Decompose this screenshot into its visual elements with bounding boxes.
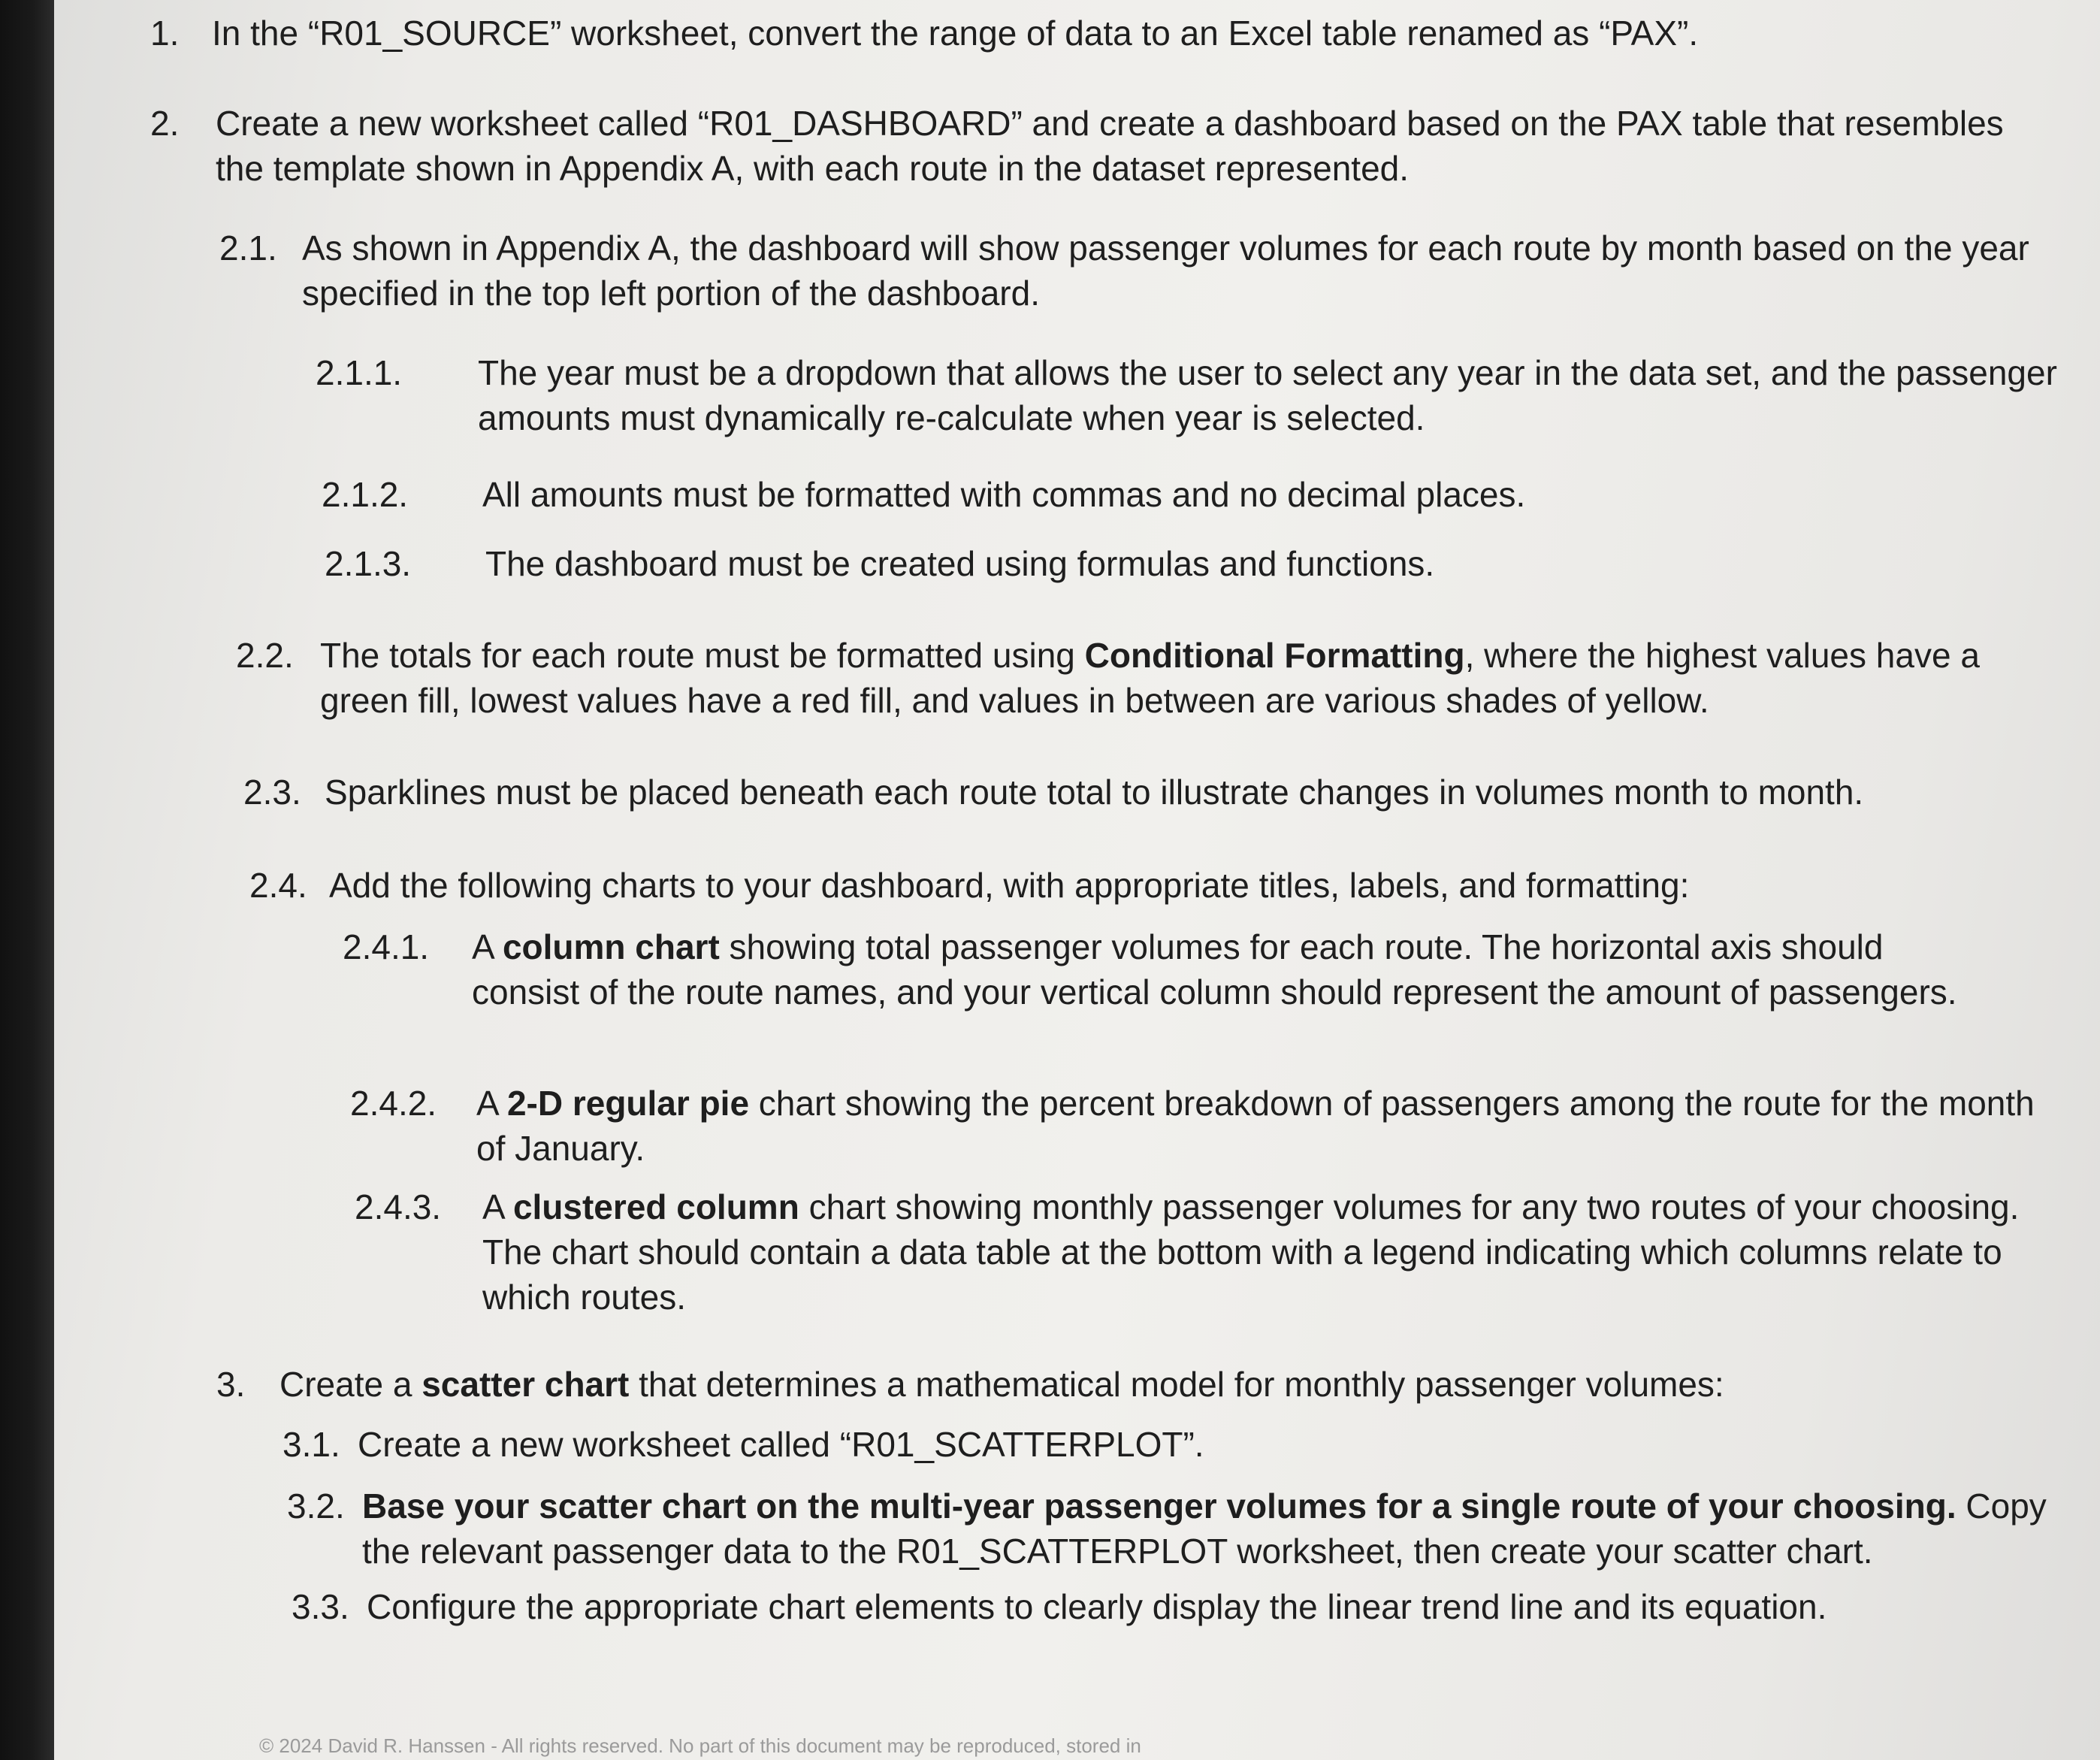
item-number: 3. [216, 1365, 246, 1404]
item-text: All amounts must be formatted with commas and no decimal places. [482, 475, 1526, 514]
item-number: 1. [150, 14, 180, 53]
copyright-footer: © 2024 David R. Hanssen - All rights reserved. No part of this document may be reproduced, stored in [259, 1734, 1141, 1757]
item-text: Create a new worksheet called “R01_DASHBOARD” and create a dashboard based on the PAX table that resembles the template shown in Appendix A, with each route in the dataset represented. [216, 104, 2004, 188]
item-text: As shown in Appendix A, the dashboard will show passenger volumes for each route by month based on the year specified in the top left portion of the dashboard. [302, 228, 2029, 313]
item-text: Sparklines must be placed beneath each route total to illustrate changes in volumes month to month. [325, 773, 1864, 812]
item-number: 3.2. [287, 1486, 345, 1526]
item-number: 2.1.1. [316, 353, 403, 392]
item-text: A column chart showing total passenger volumes for each route. The horizontal axis should consist of the route names, and your vertical column should represent the amount of passengers. [472, 927, 1957, 1012]
item-text: The dashboard must be created using formulas and functions. [485, 544, 1435, 583]
item-number: 2.2. [236, 636, 294, 675]
item-text: The totals for each route must be formatted using Conditional Formatting, where the highest values have a green fill, lowest values have a red fill, and values in between are various shades of yellow. [320, 636, 1980, 720]
item-text: Configure the appropriate chart elements to clearly display the linear trend line and its equation. [367, 1587, 1827, 1626]
item-number: 2.1.3. [325, 544, 412, 583]
item-text: A 2-D regular pie chart showing the percent breakdown of passengers among the route for the month of January. [476, 1084, 2035, 1168]
item-number: 3.1. [283, 1425, 340, 1464]
item-text: Create a new worksheet called “R01_SCATTERPLOT”. [358, 1425, 1204, 1464]
item-text: Base your scatter chart on the multi-year passenger volumes for a single route of your choosing. Copy the relevant passenger data to the R01_SCATTERPLOT worksheet, then create your scatter chart. [362, 1486, 2047, 1571]
item-number: 2.1. [219, 228, 277, 268]
item-number: 2.4.2. [350, 1084, 437, 1123]
item-text: Add the following charts to your dashboard, with appropriate titles, labels, and formatting: [329, 866, 1690, 905]
item-number: 2.3. [243, 773, 301, 812]
item-text: The year must be a dropdown that allows the user to select any year in the data set, and the passenger amounts must dynamically re-calculate when year is selected. [478, 353, 2057, 437]
item-number: 2. [150, 104, 180, 143]
item-text: Create a scatter chart that determines a mathematical model for monthly passenger volumes: [279, 1365, 1724, 1404]
item-number: 3.3. [292, 1587, 349, 1626]
item-number: 2.1.2. [322, 475, 409, 514]
item-number: 2.4.1. [343, 927, 430, 966]
item-text: In the “R01_SOURCE” worksheet, convert the range of data to an Excel table renamed as “PAX”. [212, 14, 1699, 53]
item-text: A clustered column chart showing monthly passenger volumes for any two routes of your choosing. The chart should contain a data table at the bottom with a legend indicating which columns relate to which routes. [482, 1187, 2020, 1317]
item-number: 2.4.3. [355, 1187, 442, 1226]
item-number: 2.4. [249, 866, 307, 905]
